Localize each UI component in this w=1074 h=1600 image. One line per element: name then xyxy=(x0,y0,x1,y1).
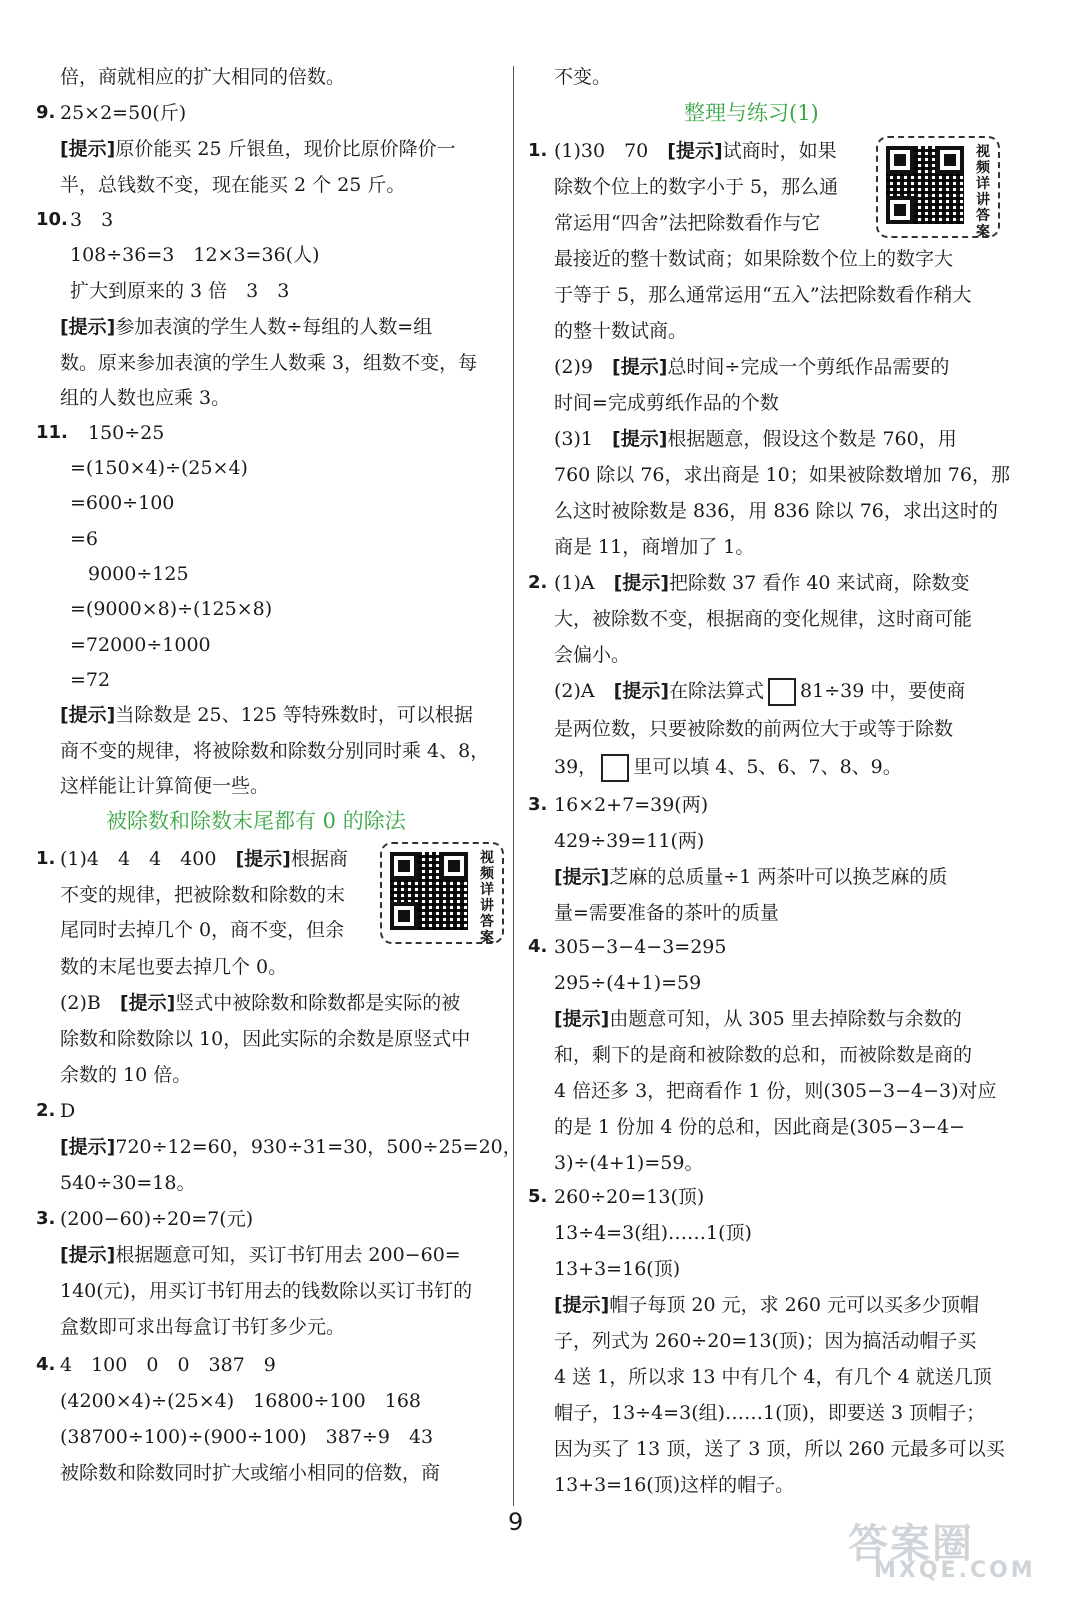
watermark-main: 答案圈 xyxy=(848,1521,974,1567)
answer-line: (1)30 70 [提示]试商时，如果 xyxy=(554,140,837,162)
answer-line: (38700÷100)÷(900÷100) 387÷9 43 xyxy=(60,1426,434,1448)
blank-box xyxy=(601,754,629,782)
text-line: 140(元)，用买订书钉用去的钱数除以买订书钉的 xyxy=(60,1280,473,1302)
text-line: 除数个位上的数字小于 5，那么通 xyxy=(554,176,839,198)
text-line: 540÷30=18。 xyxy=(60,1172,196,1194)
text-line: 商是 11，商增加了 1。 xyxy=(554,536,755,558)
answer-line: 295÷(4+1)=59 xyxy=(554,972,702,994)
column-divider xyxy=(513,66,514,1506)
text-line: 的是 1 份加 4 份的总和，因此商是(305−3−4− xyxy=(554,1116,965,1138)
text-line: 倍，商就相应的扩大相同的倍数。 xyxy=(60,66,346,88)
text-line: 39， 里可以填 4、5、6、7、8、9。 xyxy=(554,752,902,782)
answer-line: (1)A [提示]把除数 37 看作 40 来试商，除数变 xyxy=(554,572,970,594)
watermark-site: MXQE.COM xyxy=(874,1558,1036,1583)
text-line: 和，剩下的是商和被除数的总和，而被除数是商的 xyxy=(554,1044,973,1066)
answer-line: 4 100 0 0 387 9 xyxy=(60,1354,276,1376)
qr-code[interactable] xyxy=(380,842,504,944)
answer-line: =(9000×8)÷(125×8) xyxy=(70,598,273,620)
item-number: 4. xyxy=(36,1354,56,1375)
text-line: 3)÷(4+1)=59。 xyxy=(554,1152,704,1174)
item-number: 2. xyxy=(36,1100,56,1121)
watermark-logo xyxy=(834,1512,1060,1588)
hint-line: [提示]芝麻的总质量÷1 两茶叶可以换芝麻的质 xyxy=(554,866,948,888)
item-number: 3. xyxy=(36,1208,56,1229)
answer-line: 16×2+7=39(两) xyxy=(554,794,709,816)
text-line: 组的人数也应乘 3。 xyxy=(60,387,231,409)
answer-line: 13+3=16(顶) xyxy=(554,1258,681,1280)
hint-line: [提示]由题意可知，从 305 里去掉除数与余数的 xyxy=(554,1008,962,1030)
hint-line: [提示]帽子每顶 20 元，求 260 元可以买多少顶帽 xyxy=(554,1294,979,1316)
text-line: 尾同时去掉几个 0，商不变，但余 xyxy=(60,919,345,941)
hint-line: [提示]720÷12=60，930÷31=30，500÷25=20， xyxy=(60,1136,522,1158)
page-number: 9 xyxy=(508,1508,524,1536)
text-line: 除数和除数除以 10，因此实际的余数是原竖式中 xyxy=(60,1028,471,1050)
qr-finder xyxy=(440,852,468,880)
item-number: 3. xyxy=(528,794,548,815)
answer-line: 260÷20=13(顶) xyxy=(554,1186,705,1208)
qr-finder xyxy=(390,852,418,880)
answer-line: 150÷25 xyxy=(88,422,165,444)
text-line: 量=需要准备的茶叶的质量 xyxy=(554,902,779,924)
answer-line: =600÷100 xyxy=(70,492,175,514)
text-line: 是两位数，只要被除数的前两位大于或等于除数 xyxy=(554,718,954,740)
qr-code[interactable] xyxy=(876,136,1000,238)
answer-line: 108÷36=3 12×3=36(人) xyxy=(70,244,320,266)
answer-line: =72 xyxy=(70,669,111,691)
hint-line: [提示]参加表演的学生人数÷每组的人数=组 xyxy=(60,316,433,338)
text-line: 帽子，13÷4=3(组)……1(顶)，即要送 3 顶帽子； xyxy=(554,1402,986,1424)
answer-line: 扩大到原来的 3 倍 3 3 xyxy=(70,280,290,302)
text-line: 会偏小。 xyxy=(554,644,631,666)
text-line: 13+3=16(顶)这样的帽子。 xyxy=(554,1474,795,1496)
text-line: 这样能让计算简便一些。 xyxy=(60,775,270,797)
answer-line: (3)1 [提示]根据题意，假设这个数是 760，用 xyxy=(554,428,957,450)
answer-line: (2)A [提示]在除法算式 81÷39 中，要使商 xyxy=(554,676,965,706)
answer-line: =6 xyxy=(70,528,99,550)
text-line: 760 除以 76，求出商是 10；如果被除数增加 76，那 xyxy=(554,464,1010,486)
text-line: 半，总钱数不变，现在能买 2 个 25 斤。 xyxy=(60,174,406,196)
text-line: 4 送 1，所以求 13 中有几个 4，有几个 4 就送几顶 xyxy=(554,1366,992,1388)
answer-line: 305−3−4−3=295 xyxy=(554,936,727,958)
answer-line: 9000÷125 xyxy=(88,563,189,585)
text-line: 不变的规律，把被除数和除数的末 xyxy=(60,884,346,906)
answer-line: (2)9 [提示]总时间÷完成一个剪纸作品需要的 xyxy=(554,356,950,378)
qr-label: 视频详讲答案 xyxy=(480,850,494,946)
text-line: 于等于 5，那么通常运用“五入”法把除数看作稍大 xyxy=(554,284,972,306)
section-heading: 被除数和除数末尾都有 0 的除法 xyxy=(106,809,406,833)
text-line: 数的末尾也要去掉几个 0。 xyxy=(60,956,288,978)
text-line: 么这时被除数是 836，用 836 除以 76，求出这时的 xyxy=(554,500,998,522)
answer-line: =72000÷1000 xyxy=(70,634,211,656)
hint-line: [提示]当除数是 25、125 等特殊数时，可以根据 xyxy=(60,704,473,726)
item-number: 1. xyxy=(36,848,56,869)
item-number: 9. xyxy=(36,102,56,123)
item-number: 2. xyxy=(528,572,548,593)
section-heading: 整理与练习(1) xyxy=(684,101,819,125)
text-line: 不变。 xyxy=(554,66,612,88)
text-line: 盒数即可求出每盒订书钉多少元。 xyxy=(60,1316,346,1338)
hint-label: [提示] xyxy=(60,138,116,160)
answer-line: 25×2=50(斤) xyxy=(60,102,187,124)
qr-label: 视频详讲答案 xyxy=(976,144,990,240)
hint-line: [提示]原价能买 25 斤银鱼，现价比原价降价一 xyxy=(60,138,456,160)
text-line: 4 倍还多 3，把商看作 1 份，则(305−3−4−3)对应 xyxy=(554,1080,997,1102)
answer-line: 3 3 xyxy=(70,209,114,231)
qr-finder xyxy=(936,146,964,174)
text-line: 最接近的整十数试商；如果除数个位上的数字大 xyxy=(554,248,954,270)
hint-line: [提示]根据题意可知，买订书钉用去 200−60= xyxy=(60,1244,461,1266)
answer-line: (4200×4)÷(25×4) 16800÷100 168 xyxy=(60,1390,422,1412)
answer-line: 429÷39=11(两) xyxy=(554,830,705,852)
text-line: 常运用“四舍”法把除数看作与它 xyxy=(554,212,821,234)
text-line: 被除数和除数同时扩大或缩小相同的倍数，商 xyxy=(60,1462,441,1484)
item-number: 5. xyxy=(528,1186,548,1207)
answer-line: (2)B [提示]竖式中被除数和除数都是实际的被 xyxy=(60,992,461,1014)
answer-line: 13÷4=3(组)……1(顶) xyxy=(554,1222,752,1244)
text-line: 商不变的规律，将被除数和除数分别同时乘 4、8， xyxy=(60,740,490,762)
text-line: 的整十数试商。 xyxy=(554,320,688,342)
qr-finder xyxy=(390,902,418,930)
text-line: 时间=完成剪纸作品的个数 xyxy=(554,392,779,414)
answer-line: (200−60)÷20=7(元) xyxy=(60,1208,254,1230)
item-number: 4. xyxy=(528,936,548,957)
answer-line: D xyxy=(60,1100,76,1122)
text-line: 数。原来参加表演的学生人数乘 3，组数不变，每 xyxy=(60,352,478,374)
text-line: 因为买了 13 顶，送了 3 顶，所以 260 元最多可以买 xyxy=(554,1438,1005,1460)
item-number: 1. xyxy=(528,140,548,161)
answer-line: (1)4 4 4 400 [提示]根据商 xyxy=(60,848,348,870)
answer-line: =(150×4)÷(25×4) xyxy=(70,457,248,479)
text-line: 大，被除数不变，根据商的变化规律，这时商可能 xyxy=(554,608,973,630)
qr-finder xyxy=(886,196,914,224)
item-number: 10. xyxy=(36,209,68,230)
blank-box xyxy=(768,678,796,706)
qr-finder xyxy=(886,146,914,174)
item-number: 11. xyxy=(36,422,68,443)
text-line: 余数的 10 倍。 xyxy=(60,1064,192,1086)
text-line: 子，列式为 260÷20=13(顶)；因为搞活动帽子买 xyxy=(554,1330,977,1352)
